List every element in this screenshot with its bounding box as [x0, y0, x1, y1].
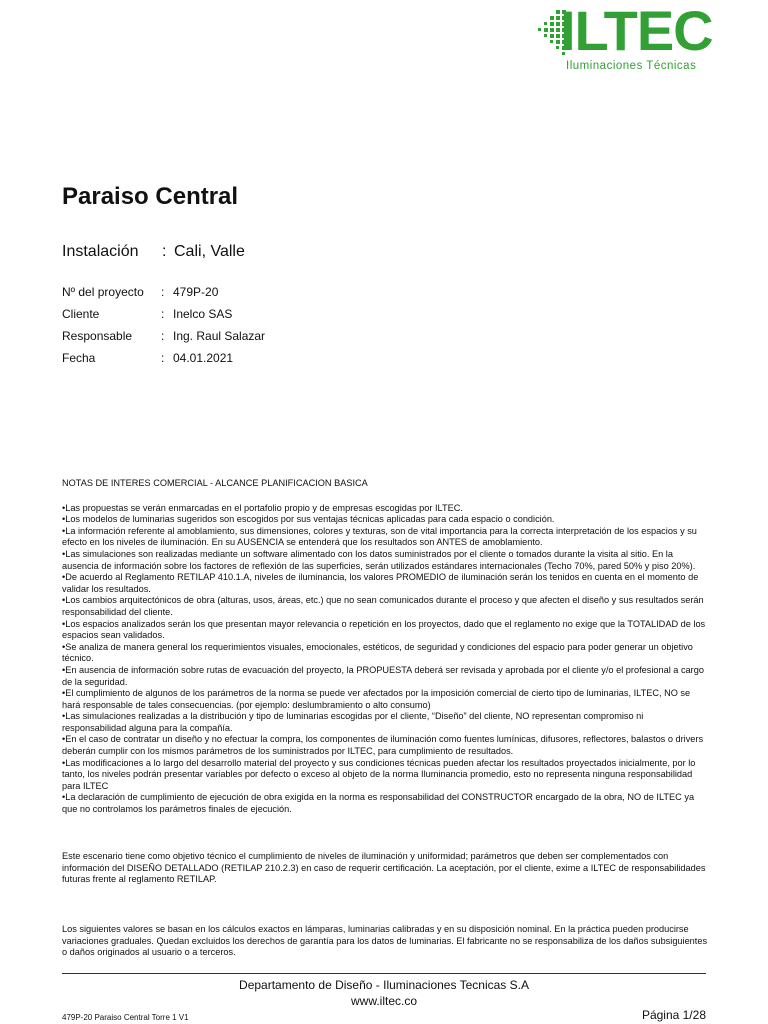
note-item: •En ausencia de información sobre rutas de evacuación del proyecto, la PROPUESTA deberá ser revisada y aprobada por el cliente y/o el profesional a cargo de la seguridad. [62, 664, 704, 687]
meta-label: Fecha [62, 351, 96, 365]
meta-row-date [62, 351, 462, 373]
note-item: •Las simulaciones realizadas a la distribución y tipo de luminarias escogidas por el cliente, “Diseño” del cliente, NO representan compromiso ni responsabilidad alguna para la compañía. [62, 711, 644, 733]
logo-wordmark: ILTEC [560, 0, 713, 62]
meta-value: Inelco SAS [173, 307, 233, 321]
note-item: •Los modelos de luminarias sugeridos son escogidos por sus ventajas técnicas aplicadas para cada espacio o condición. [62, 514, 555, 525]
note-item: •La información referente al amoblamiento, sus dimensiones, colores y texturas, son de vital importancia para la correcta interpretación de los espacios y su efecto en los niveles de iluminación. En su AUSENCIA se entenderá que los resultados son ANTES de amoblamiento. [62, 525, 697, 548]
note-item: •En el caso de contratar un diseño y no efectuar la compra, los componentes de iluminación como fuentes lumínicas, difusores, reflectores, balastos o drivers deberán cumplir con los mismos parámetros de los suministrados por ILTEC, para cumplimiento de resultados. [62, 734, 704, 757]
note-item: •Los cambios arquitectónicos de obra (alturas, usos, áreas, etc.) que no sean comunicados durante el proceso y que afecten el diseño y sus resultados serán responsabilidad del cliente. [62, 595, 704, 617]
meta-separator: : [161, 307, 165, 321]
meta-row-client [62, 307, 462, 329]
meta-separator: : [161, 285, 165, 299]
note-item: •Los espacios analizados serán los que presentan mayor relevancia o repetición en los proyectos, dado que el reglamento no exige que la TOTALIDAD de los espacios sean validados. [62, 618, 706, 641]
meta-value: 479P-20 [173, 285, 219, 299]
meta-row-project-number [62, 285, 462, 307]
note-item: •Las simulaciones son realizadas mediante un software alimentado con los datos suministrados por el cliente o tomados durante la visita al sitio. En la ausencia de información sobre los factores de reflexión de las superficies, serán utilizados estándares internacionales (Techo 70%, pared 50% y piso 20%). [62, 548, 696, 571]
installation-label: Instalación [62, 243, 139, 260]
note-item: •El cumplimiento de algunos de los parámetros de la norma se puede ver afectados por la imposición comercial de cierto tipo de luminarias, ILTEC, NO se hará responsable de tales consecuencias. (por ejemplo: deslumbramiento o alto consumo) [62, 688, 691, 710]
meta-label: Cliente [62, 307, 100, 321]
project-title: Paraiso Central [62, 183, 239, 210]
notes-heading: NOTAS DE INTERES COMERCIAL - ALCANCE PLANIFICACION BASICA [62, 478, 368, 488]
meta-value: 04.01.2021 [173, 351, 234, 365]
note-item: •La declaración de cumplimiento de ejecución de obra exigida en la norma es responsabilidad del CONSTRUCTOR encargado de la obra, NO de ILTEC ya que no controlamos los parámetros finales de ejecución. [62, 792, 695, 815]
note-item: •Las propuestas se verán enmarcadas en el portafolio propio y de empresas escogidas por ILTEC. [62, 502, 463, 513]
page-number: Página 1/28 [641, 1008, 706, 1022]
project-meta [62, 285, 462, 373]
meta-value: Ing. Raul Salazar [173, 329, 266, 343]
footer-website-link[interactable]: www.iltec.co [350, 994, 418, 1008]
installation-separator: : [162, 243, 167, 260]
note-item: •De acuerdo al Reglamento RETILAP 410.1.A, niveles de iluminancia, los valores PROMEDIO de iluminación serán los tenidos en cuenta en el momento de validar los resultados. [62, 572, 699, 594]
logo-tagline: Iluminaciones Técnicas [566, 60, 697, 72]
meta-label: Responsable [62, 329, 133, 343]
meta-separator: : [161, 351, 165, 365]
footer-divider [62, 973, 706, 974]
footer-document-reference: 479P-20 Paraiso Central Torre 1 V1 [62, 1013, 189, 1022]
footer-department: Departamento de Diseño - Iluminaciones Tecnicas S.A [239, 978, 529, 992]
company-logo [532, 0, 713, 74]
installation-value: Cali, Valle [174, 243, 245, 260]
note-item: •Las modificaciones a lo largo del desarrollo material del proyecto y sus condiciones técnicas pueden afectar los resultados proyectados inicialmente, por lo tanto, los niveles podrán presentar variables por defecto o exceso al objeto de la norma Iluminancia promedio, esto no representa ninguna responsabilidad para ILTEC [62, 757, 696, 791]
note-item: •Se analiza de manera general los requerimientos visuales, emocionales, estéticos, de seguridad y condiciones del espacio para poder generar un objetivo técnico. [62, 641, 693, 664]
scenario-paragraph: Este escenario tiene como objetivo técnico el cumplimiento de niveles de iluminación y uniformidad; parámetros que deben ser complementados con información del DISEÑO DETALLADO (RETILAP 210.2.3) en caso de requerir certificación. La aceptación, por el cliente, exime a ILTEC de responsabilidades futuras frente al reglamento RETILAP. [62, 851, 706, 885]
meta-separator: : [161, 329, 165, 343]
meta-label: Nº del proyecto [62, 285, 144, 299]
disclaimer-paragraph: Los siguientes valores se basan en los cálculos exactos en lámparas, luminarias calibradas y en su disposición nominal. En la práctica pueden producirse variaciones graduales. Quedan excluidos los derechos de garantía para los datos de luminarias. El fabricante no se responsabiliza de los daños subsiguientes o daños originados al usuario o a terceros. [62, 924, 708, 958]
commercial-notes [62, 478, 708, 816]
meta-row-responsible [62, 329, 462, 351]
